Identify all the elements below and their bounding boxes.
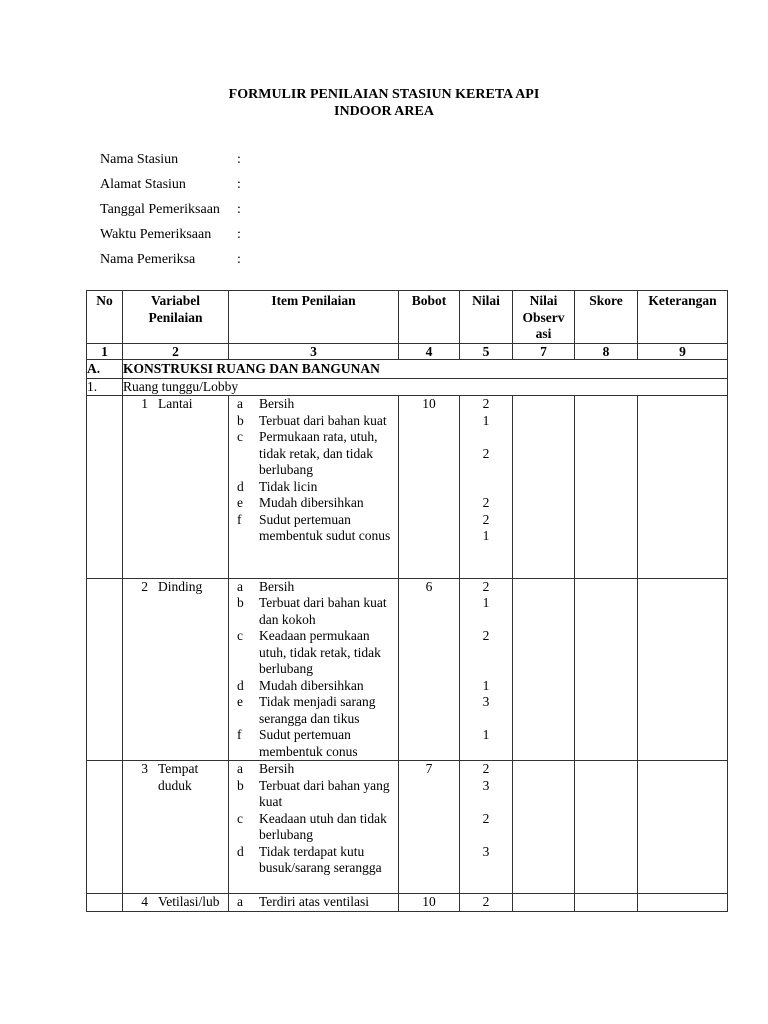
assessment-table [86, 290, 728, 912]
variable-name: Lantai [158, 396, 193, 411]
variable-row [87, 578, 728, 761]
form-title: FORMULIR PENILAIAN STASIUN KERETA API [228, 87, 540, 102]
item-list-cell [229, 578, 399, 761]
nilai-cell [460, 761, 513, 894]
assessment-item [229, 413, 398, 430]
item-text: Permukaan rata, utuh, tidak retak, dan tidak berlubang [259, 429, 378, 477]
column-number: 3 [229, 344, 399, 360]
variable-number: 2 [141, 578, 148, 594]
assessment-item [229, 761, 398, 778]
variable-name-cell [123, 894, 229, 912]
info-colon: : [237, 177, 241, 192]
info-label: Alamat Stasiun [100, 177, 186, 192]
subsection-row [87, 379, 728, 396]
form-subtitle: INDOOR AREA [334, 104, 434, 119]
header-item: Item Penilaian [229, 291, 399, 344]
assessment-item [229, 512, 398, 545]
item-text: Tidak licin [259, 478, 318, 494]
variable-no-cell [87, 578, 123, 761]
item-letter: a [237, 894, 243, 909]
column-number: 8 [575, 344, 638, 360]
item-letter: e [237, 694, 243, 709]
nilai-cell [460, 396, 513, 579]
assessment-item [229, 811, 398, 844]
nilai-observasi-cell [513, 894, 575, 912]
nilai-value: 3 [482, 777, 490, 793]
item-letter: b [237, 412, 244, 428]
info-colon: : [237, 202, 241, 217]
item-letter: d [237, 843, 244, 859]
variable-name: Vetilasi/lub [158, 894, 220, 909]
nilai-value: 2 [482, 628, 490, 643]
subsection-number: 1. [87, 379, 123, 396]
item-text: Terbuat dari bahan kuat dan kokoh [259, 595, 387, 627]
item-list-cell [229, 894, 399, 912]
info-colon: : [237, 227, 241, 242]
variable-row [87, 761, 728, 894]
column-number: 2 [123, 344, 229, 360]
item-letter: a [237, 761, 243, 776]
info-label: Nama Pemeriksa [100, 252, 196, 267]
item-list-cell [229, 761, 399, 894]
variable-number: 1 [141, 396, 148, 411]
info-colon: : [237, 252, 241, 267]
item-text: Terbuat dari bahan kuat [259, 412, 387, 428]
nilai-value: 2 [482, 578, 490, 594]
column-number-row [87, 344, 728, 360]
variable-name: Tempat duduk [158, 761, 199, 793]
item-letter: c [237, 429, 243, 444]
item-text: Tidak terdapat kutu busuk/sarang serangga [259, 843, 382, 875]
item-text: Terdiri atas ventilasi [259, 894, 370, 909]
item-letter: f [237, 511, 242, 527]
variable-name-cell [123, 396, 229, 579]
keterangan-cell [638, 894, 728, 912]
assessment-item [229, 579, 398, 596]
assessment-item [229, 396, 398, 413]
info-label: Waktu Pemeriksaan [100, 227, 212, 242]
nilai-value: 1 [482, 412, 490, 428]
nilai-observasi-cell [513, 396, 575, 579]
nilai-cell [460, 894, 513, 912]
item-text: Keadaan utuh dan tidak berlubang [259, 810, 387, 842]
keterangan-cell [638, 578, 728, 761]
variable-name: Dinding [158, 578, 203, 594]
assessment-item [229, 678, 398, 695]
nilai-observasi-cell [513, 761, 575, 894]
item-letter: d [237, 478, 244, 494]
variable-no-cell [87, 396, 123, 579]
assessment-item [229, 429, 398, 479]
item-text: Sudut pertemuan membentuk conus [259, 727, 358, 759]
info-label: Tanggal Pemeriksaan [100, 202, 220, 217]
nilai-value: 2 [482, 761, 490, 776]
nilai-observasi-cell [513, 578, 575, 761]
item-letter: b [237, 595, 244, 610]
assessment-item [229, 479, 398, 496]
item-letter: a [237, 396, 243, 411]
nilai-value: 3 [482, 843, 490, 859]
column-number: 9 [638, 344, 728, 360]
section-number: A. [87, 360, 123, 379]
item-text: Bersih [259, 396, 295, 411]
nilai-value: 2 [482, 445, 490, 461]
item-letter: f [237, 727, 242, 742]
nilai-value: 1 [482, 727, 490, 742]
header-no: No [87, 291, 123, 344]
item-text: Sudut pertemuan membentuk sudut conus [259, 511, 391, 543]
bobot-cell: 7 [399, 761, 460, 894]
variable-no-cell [87, 761, 123, 894]
item-text: Mudah dibersihkan [259, 495, 364, 510]
info-colon: : [237, 152, 241, 167]
nilai-value: 1 [482, 677, 490, 693]
item-text: Bersih [259, 761, 295, 776]
item-letter: a [237, 578, 243, 594]
info-label: Nama Stasiun [100, 152, 179, 167]
section-title: KONSTRUKSI RUANG DAN BANGUNAN [123, 360, 728, 379]
item-letter: c [237, 810, 243, 826]
assessment-item [229, 727, 398, 760]
header-bobot: Bobot [399, 291, 460, 344]
nilai-value: 2 [482, 495, 490, 510]
variable-number: 3 [141, 761, 148, 776]
column-number: 4 [399, 344, 460, 360]
keterangan-cell [638, 396, 728, 579]
assessment-item [229, 495, 398, 512]
section-row [87, 360, 728, 379]
item-text: Tidak menjadi sarang serangga dan tikus [259, 694, 376, 726]
item-letter: c [237, 628, 243, 643]
nilai-value: 2 [482, 511, 490, 527]
variable-number: 4 [141, 894, 148, 909]
skore-cell [575, 761, 638, 894]
item-letter: d [237, 677, 244, 693]
assessment-item [229, 595, 398, 628]
nilai-cell [460, 578, 513, 761]
variable-name-cell [123, 761, 229, 894]
keterangan-cell [638, 761, 728, 894]
skore-cell [575, 578, 638, 761]
header-nilai-observasi: Nilai Observ asi [513, 291, 575, 344]
nilai-value: 1 [482, 528, 490, 543]
variable-row [87, 894, 728, 912]
skore-cell [575, 396, 638, 579]
assessment-item [229, 628, 398, 678]
skore-cell [575, 894, 638, 912]
assessment-item [229, 844, 398, 877]
bobot-cell: 6 [399, 578, 460, 761]
item-letter: b [237, 777, 244, 793]
header-variabel: Variabel Penilaian [123, 291, 229, 344]
column-number: 7 [513, 344, 575, 360]
item-text: Bersih [259, 578, 295, 594]
nilai-value: 2 [482, 894, 490, 909]
variable-name-cell [123, 578, 229, 761]
item-text: Mudah dibersihkan [259, 677, 364, 693]
assessment-item [229, 894, 398, 911]
variable-row [87, 396, 728, 579]
header-skore: Skore [575, 291, 638, 344]
item-text: Keadaan permukaan utuh, tidak retak, tidak berlubang [259, 628, 381, 676]
nilai-value: 2 [482, 810, 490, 826]
variable-no-cell [87, 894, 123, 912]
item-list-cell [229, 396, 399, 579]
nilai-value: 1 [482, 595, 490, 610]
column-number: 1 [87, 344, 123, 360]
column-number: 5 [460, 344, 513, 360]
subsection-title: Ruang tunggu/Lobby [123, 379, 728, 396]
bobot-cell: 10 [399, 894, 460, 912]
header-nilai: Nilai [460, 291, 513, 344]
assessment-item [229, 778, 398, 811]
header-keterangan: Keterangan [638, 291, 728, 344]
assessment-item [229, 694, 398, 727]
nilai-value: 3 [482, 694, 490, 709]
bobot-cell: 10 [399, 396, 460, 579]
header-row [87, 291, 728, 344]
nilai-value: 2 [482, 396, 490, 411]
item-letter: e [237, 495, 243, 510]
item-text: Terbuat dari bahan yang kuat [259, 777, 390, 809]
